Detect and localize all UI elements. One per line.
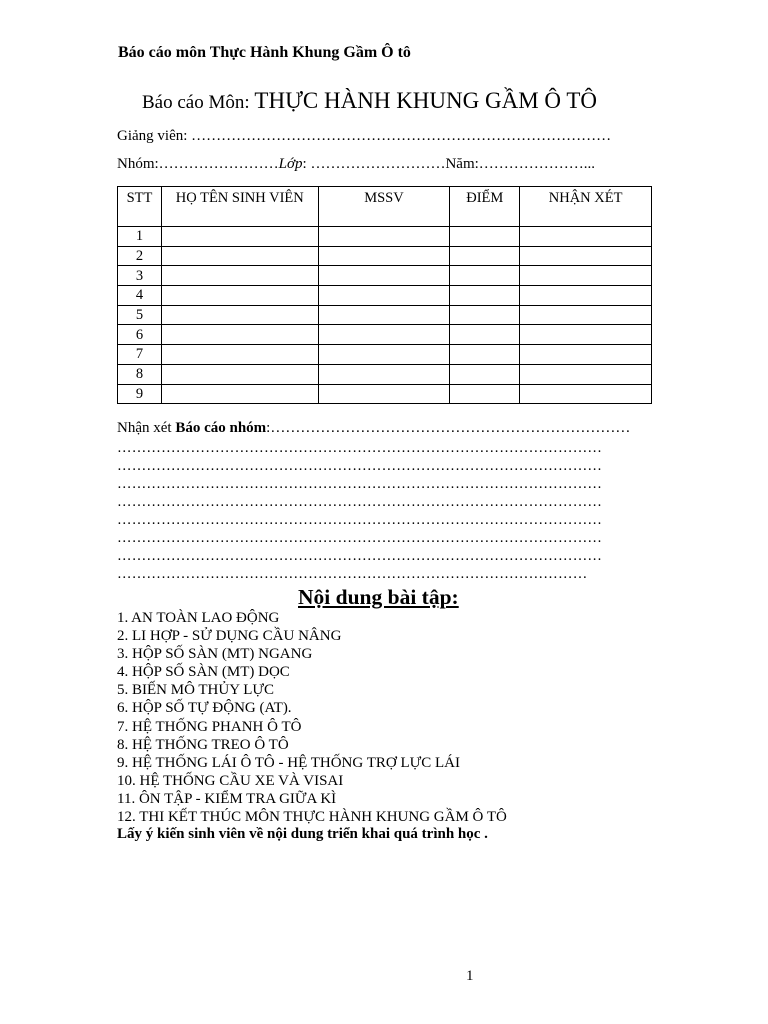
row-number: 7 xyxy=(118,345,162,365)
comment-dot-line: ……………………………………………………………………………………… xyxy=(117,512,603,528)
comment-dots: :……………………………………………………………… xyxy=(266,420,631,436)
list-item: 10. HỆ THỐNG CẦU XE VÀ VISAI xyxy=(117,772,344,789)
list-item: 2. LI HỢP - SỬ DỤNG CẦU NÂNG xyxy=(117,628,342,645)
id-cell xyxy=(318,345,450,365)
row-number: 3 xyxy=(118,266,162,286)
row-number: 4 xyxy=(118,286,162,306)
score-cell xyxy=(450,384,520,404)
comment-cell xyxy=(520,286,652,306)
row-number: 8 xyxy=(118,364,162,384)
instructor-line: Giảng viên: ………………………………………………………………………… xyxy=(117,128,612,144)
table-row xyxy=(118,286,652,306)
score-cell xyxy=(450,246,520,266)
score-cell xyxy=(450,266,520,286)
comment-dot-line: ……………………………………………………………………………………… xyxy=(117,548,603,564)
year-field: Năm:…………………... xyxy=(445,156,596,172)
name-cell xyxy=(161,286,318,306)
table-row xyxy=(118,345,652,365)
report-title xyxy=(142,88,597,114)
member-table xyxy=(117,186,652,404)
name-cell xyxy=(161,246,318,266)
list-item: 8. HỆ THỐNG TREO Ô TÔ xyxy=(117,736,289,753)
comment-cell xyxy=(520,246,652,266)
table-row xyxy=(118,227,652,247)
list-item: 3. HỘP SỐ SÀN (MT) NGANG xyxy=(117,646,313,663)
table-header-row xyxy=(118,187,652,227)
list-item: 11. ÔN TẬP - KIỂM TRA GIỮA KÌ xyxy=(117,790,337,807)
name-cell xyxy=(161,325,318,345)
header-score: ĐIỂM xyxy=(450,187,520,227)
topic-list xyxy=(117,609,507,826)
row-number: 5 xyxy=(118,305,162,325)
name-cell xyxy=(161,227,318,247)
comment-label-bold: Báo cáo nhóm xyxy=(175,420,267,436)
id-cell xyxy=(318,227,450,247)
comment-dot-line: ……………………………………………………………………………………… xyxy=(117,530,603,546)
group-field: Nhóm:…………………… xyxy=(117,156,279,172)
class-field: : ……………………… xyxy=(302,156,446,172)
comment-cell xyxy=(520,345,652,365)
header-student-name: HỌ TÊN SINH VIÊN xyxy=(161,187,318,227)
table-row xyxy=(118,246,652,266)
comment-label: Nhận xét xyxy=(117,420,176,436)
name-cell xyxy=(161,345,318,365)
class-label: Lớp xyxy=(278,156,303,172)
name-cell xyxy=(161,384,318,404)
header-stt: STT xyxy=(118,187,162,227)
name-cell xyxy=(161,364,318,384)
running-header: Báo cáo môn Thực Hành Khung Gầm Ô tô xyxy=(118,44,411,61)
score-cell xyxy=(450,286,520,306)
row-number: 9 xyxy=(118,384,162,404)
score-cell xyxy=(450,364,520,384)
id-cell xyxy=(318,364,450,384)
score-cell xyxy=(450,227,520,247)
comment-cell xyxy=(520,384,652,404)
list-item: 9. HỆ THỐNG LÁI Ô TÔ - HỆ THỐNG TRỢ LỰC LÁI xyxy=(117,754,461,771)
score-cell xyxy=(450,345,520,365)
feedback-note: Lấy ý kiến sinh viên về nội dung triển khai quá trình học . xyxy=(117,826,488,842)
title-prefix: Báo cáo Môn: xyxy=(142,92,255,113)
comment-cell xyxy=(520,325,652,345)
table-row xyxy=(118,305,652,325)
list-item: 4. HỘP SỐ SÀN (MT) DỌC xyxy=(117,664,290,681)
table-row xyxy=(118,266,652,286)
list-item: 7. HỆ THỐNG PHANH Ô TÔ xyxy=(117,718,302,735)
name-cell xyxy=(161,266,318,286)
group-line xyxy=(117,156,595,173)
name-cell xyxy=(161,305,318,325)
comment-dot-line: ……………………………………………………………………………………… xyxy=(117,458,603,474)
table-row xyxy=(118,325,652,345)
comment-cell xyxy=(520,227,652,247)
comment-dot-line: ……………………………………………………………………………………… xyxy=(117,440,603,456)
id-cell xyxy=(318,384,450,404)
table-row xyxy=(118,384,652,404)
comment-dot-line: ……………………………………………………………………………………… xyxy=(117,494,603,510)
header-comment: NHẬN XÉT xyxy=(520,187,652,227)
score-cell xyxy=(450,325,520,345)
group-comment-line xyxy=(117,420,630,437)
id-cell xyxy=(318,286,450,306)
table-row xyxy=(118,364,652,384)
row-number: 2 xyxy=(118,246,162,266)
id-cell xyxy=(318,325,450,345)
page-number: 1 xyxy=(466,968,474,984)
list-item: 5. BIẾN MÔ THỦY LỰC xyxy=(117,682,275,699)
header-student-id: MSSV xyxy=(318,187,450,227)
content-title: Nội dung bài tập: xyxy=(298,585,459,609)
id-cell xyxy=(318,266,450,286)
row-number: 6 xyxy=(118,325,162,345)
id-cell xyxy=(318,305,450,325)
comment-dot-line: …………………………………………………………………………………… xyxy=(117,566,588,582)
comment-cell xyxy=(520,266,652,286)
comment-dot-line: ……………………………………………………………………………………… xyxy=(117,476,603,492)
id-cell xyxy=(318,246,450,266)
list-item: 6. HỘP SỐ TỰ ĐỘNG (AT). xyxy=(117,700,292,717)
comment-cell xyxy=(520,305,652,325)
row-number: 1 xyxy=(118,227,162,247)
title-subject: THỰC HÀNH KHUNG GẦM Ô TÔ xyxy=(254,88,598,113)
comment-cell xyxy=(520,364,652,384)
list-item: 12. THI KẾT THÚC MÔN THỰC HÀNH KHUNG GẦM Ô TÔ xyxy=(117,809,507,826)
list-item: 1. AN TOÀN LAO ĐỘNG xyxy=(117,610,280,626)
score-cell xyxy=(450,305,520,325)
